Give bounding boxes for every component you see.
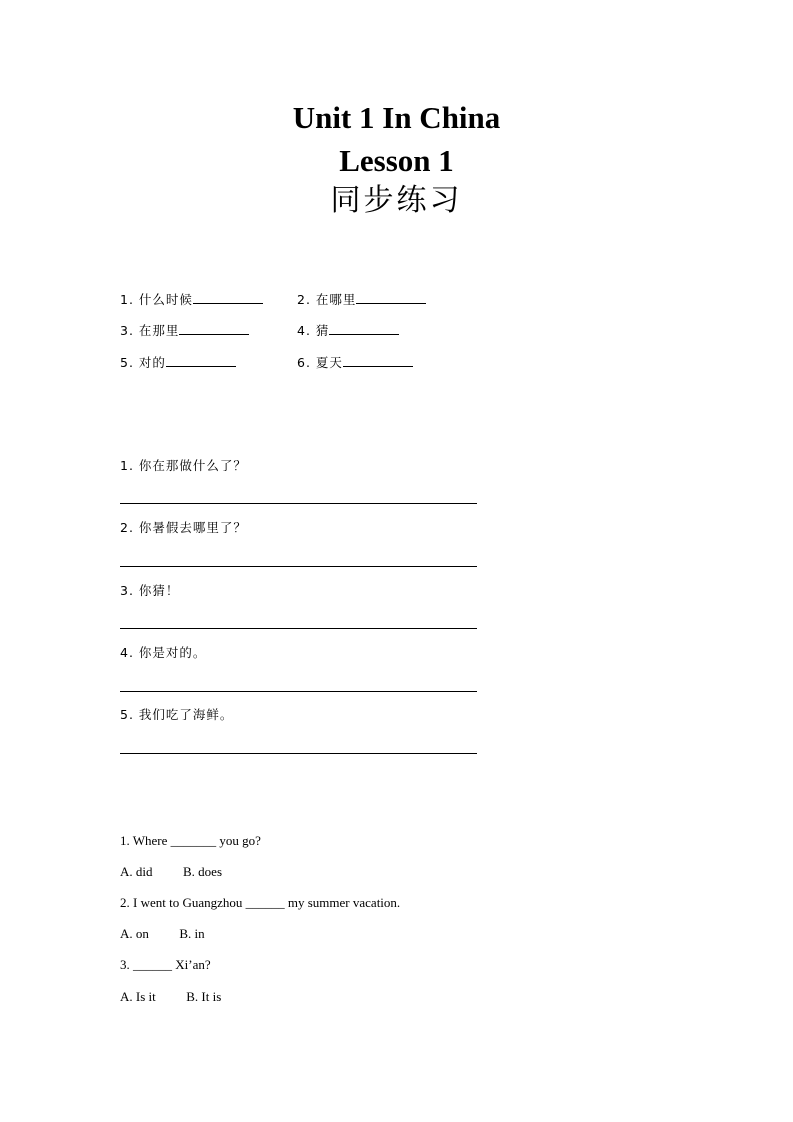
sentence-number: 2. <box>120 520 134 535</box>
option-a[interactable]: A. on <box>120 926 149 941</box>
vocab-item-3 <box>120 322 249 339</box>
question-3: 3. ______ Xi’an? <box>120 957 211 972</box>
vocab-number: 4. <box>297 323 311 338</box>
vocab-number: 5. <box>120 355 134 370</box>
answer-line[interactable] <box>120 691 477 692</box>
sentence-item-4 <box>120 645 206 661</box>
option-a[interactable]: A. did <box>120 864 153 879</box>
vocab-item-4 <box>297 322 399 339</box>
sentence-text: 你是对的。 <box>138 645 207 660</box>
lesson-title: Lesson 1 <box>339 143 454 178</box>
sentence-number: 4. <box>120 645 134 660</box>
vocab-word: 什么时候 <box>138 292 193 307</box>
question-2: 2. I went to Guangzhou ______ my summer vacation. <box>120 895 401 910</box>
vocab-item-1 <box>120 291 263 308</box>
vocab-number: 2. <box>297 292 311 307</box>
sentence-text: 我们吃了海鲜。 <box>138 707 234 722</box>
vocab-word: 夏天 <box>315 355 343 370</box>
answer-line[interactable] <box>120 753 477 754</box>
answer-blank[interactable] <box>329 322 399 335</box>
option-b[interactable]: B. in <box>179 926 205 941</box>
options-3 <box>120 989 221 1005</box>
page-title: Unit 1 In China <box>292 100 501 135</box>
option-a[interactable]: A. Is it <box>120 989 156 1004</box>
sentence-number: 1. <box>120 458 134 473</box>
sentence-number: 3. <box>120 583 134 598</box>
sentence-number: 5. <box>120 707 134 722</box>
sentence-text: 你暑假去哪里了？ <box>138 520 247 535</box>
sentence-item-1 <box>120 458 247 474</box>
options-1 <box>120 864 222 880</box>
exercise-subtitle: 同步练习 <box>330 183 463 218</box>
vocab-word: 在哪里 <box>315 292 357 307</box>
answer-line[interactable] <box>120 628 477 629</box>
vocab-item-6 <box>297 354 413 371</box>
sentence-item-3 <box>120 583 179 599</box>
sentence-text: 你在那做什么了？ <box>138 458 247 473</box>
vocab-number: 6. <box>297 355 311 370</box>
answer-line[interactable] <box>120 503 477 504</box>
answer-blank[interactable] <box>179 322 249 335</box>
question-1: 1. Where _______ you go? <box>120 833 261 848</box>
answer-blank[interactable] <box>356 291 426 304</box>
vocab-word: 猜 <box>315 323 330 338</box>
vocab-word: 对的 <box>138 355 166 370</box>
vocab-item-5 <box>120 354 236 371</box>
vocab-number: 3. <box>120 323 134 338</box>
options-2 <box>120 926 205 942</box>
option-b[interactable]: B. does <box>183 864 222 879</box>
answer-blank[interactable] <box>343 354 413 367</box>
vocab-number: 1. <box>120 292 134 307</box>
answer-line[interactable] <box>120 566 477 567</box>
answer-blank[interactable] <box>193 291 263 304</box>
answer-blank[interactable] <box>166 354 236 367</box>
vocab-item-2 <box>297 291 426 308</box>
sentence-text: 你猜！ <box>138 583 180 598</box>
sentence-item-5 <box>120 707 233 723</box>
vocab-word: 在那里 <box>138 323 180 338</box>
sentence-item-2 <box>120 520 247 536</box>
option-b[interactable]: B. It is <box>186 989 222 1004</box>
